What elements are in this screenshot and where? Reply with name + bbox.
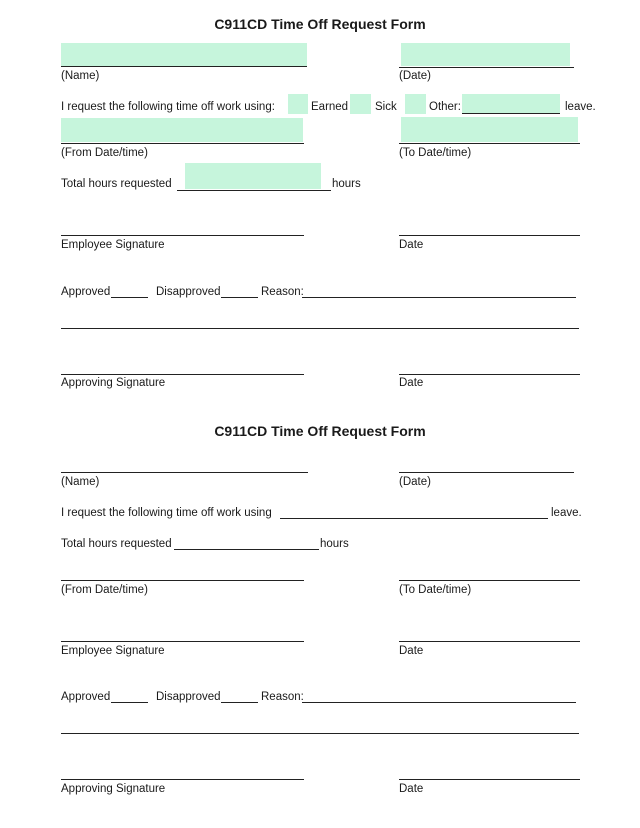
form2-sig-date-label: Date	[399, 645, 424, 657]
form2-from-line[interactable]	[61, 580, 304, 581]
form2-reason-label: Reason:	[261, 691, 304, 703]
form2-date-line[interactable]	[399, 472, 574, 473]
form2-approving-date-label: Date	[399, 783, 424, 795]
form1-date-line	[399, 67, 574, 68]
form1-approving-signature-label: Approving Signature	[61, 377, 166, 389]
form2-name-line[interactable]	[61, 472, 308, 473]
form1-reason-label: Reason:	[261, 286, 304, 298]
form2-request-text: I request the following time off work using	[61, 507, 272, 519]
form2-disapproved-line[interactable]	[221, 702, 258, 703]
form1-date-label: (Date)	[399, 70, 431, 82]
form1-request-text: I request the following time off work using:	[61, 101, 275, 113]
form1-other-field[interactable]	[462, 94, 560, 114]
form2-to-line[interactable]	[399, 580, 580, 581]
form2-approving-date-line[interactable]	[399, 779, 580, 780]
form2-name-label: (Name)	[61, 476, 100, 488]
form1-disapproved-label: Disapproved	[156, 286, 221, 298]
form1-sig-date-label: Date	[399, 239, 424, 251]
form2-date-label: (Date)	[399, 476, 431, 488]
form1-approving-date-line	[399, 374, 580, 375]
form2-approved-line[interactable]	[111, 702, 148, 703]
form2-from-label: (From Date/time)	[61, 584, 148, 596]
form1-name-field[interactable]	[61, 43, 307, 67]
form1-employee-signature-label: Employee Signature	[61, 239, 165, 251]
form1-earned-label: Earned	[311, 101, 349, 113]
form1-sig-date-line	[399, 235, 580, 236]
form2-approved-label: Approved	[61, 691, 111, 703]
form2-hours-label: hours	[320, 538, 349, 550]
form1-earned-checkbox[interactable]	[288, 94, 308, 114]
form2-total-hours-label: Total hours requested	[61, 538, 172, 550]
form2-approving-signature-line[interactable]	[61, 779, 304, 780]
form1-hours-field[interactable]	[185, 163, 321, 189]
form1-other-label: Other:	[429, 101, 461, 113]
form2-employee-signature-line[interactable]	[61, 641, 304, 642]
form1-total-hours-label: Total hours requested	[61, 178, 172, 190]
form1-to-label: (To Date/time)	[399, 147, 472, 159]
form1-approving-date-label: Date	[399, 377, 424, 389]
form2-title: C911CD Time Off Request Form	[214, 423, 426, 439]
form1-reason-line-2[interactable]	[61, 328, 579, 329]
form1-to-line	[399, 143, 580, 144]
form1-leave-label: leave.	[565, 101, 596, 113]
form1-approved-line[interactable]	[111, 297, 148, 298]
form1-employee-signature-line	[61, 235, 304, 236]
form1-name-label: (Name)	[61, 70, 100, 82]
form2-sig-date-line[interactable]	[399, 641, 580, 642]
form1-other-checkbox[interactable]	[405, 94, 426, 114]
form2-employee-signature-label: Employee Signature	[61, 645, 165, 657]
form2-reason-line[interactable]	[302, 702, 576, 703]
form1-approving-signature-line	[61, 374, 304, 375]
form2-hours-line[interactable]	[174, 549, 319, 550]
form1-approved-label: Approved	[61, 286, 111, 298]
form1-reason-line[interactable]	[302, 297, 576, 298]
form1-from-label: (From Date/time)	[61, 147, 148, 159]
form1-date-field[interactable]	[401, 43, 570, 66]
form2-approving-signature-label: Approving Signature	[61, 783, 166, 795]
form1-to-field[interactable]	[401, 117, 578, 142]
form1-from-field[interactable]	[61, 118, 303, 142]
form2-reason-line-2[interactable]	[61, 733, 579, 734]
form2-to-label: (To Date/time)	[399, 584, 472, 596]
form1-sick-label: Sick	[375, 101, 397, 113]
form1-sick-checkbox[interactable]	[350, 94, 371, 114]
form1-hours-line	[177, 190, 331, 191]
form2-leave-type-line[interactable]	[280, 518, 548, 519]
form1-disapproved-line[interactable]	[221, 297, 258, 298]
form1-title: C911CD Time Off Request Form	[214, 16, 426, 32]
form1-hours-label: hours	[332, 178, 361, 190]
form2-leave-label: leave.	[551, 507, 582, 519]
form2-disapproved-label: Disapproved	[156, 691, 221, 703]
form1-from-line	[61, 143, 304, 144]
